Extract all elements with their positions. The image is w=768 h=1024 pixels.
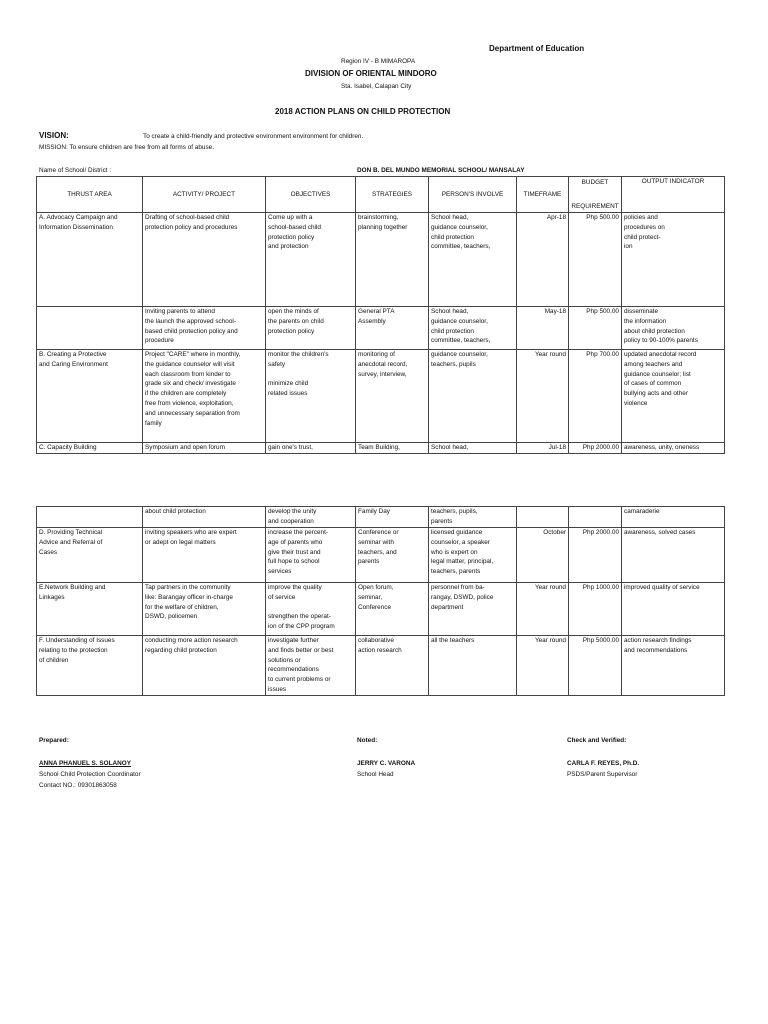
table-row	[37, 350, 725, 443]
cell-line: Advice and Referral of	[39, 538, 103, 546]
cell-line: strengthen the operat-	[268, 613, 331, 621]
cell-line: of cases of common	[624, 380, 682, 388]
cell-line: awareness, unity, oneness	[624, 444, 700, 451]
cell-line: and Caring Environment	[39, 360, 108, 368]
cell-line: Information Dissemination	[39, 223, 113, 231]
cell-line: free from violence, exploitation,	[145, 399, 234, 407]
cell-line: action research findings	[624, 637, 692, 644]
cell-line: ion of the CPP program	[268, 623, 335, 631]
cell-line: among teachers and	[624, 360, 683, 368]
cell-line: all the teachers	[431, 637, 475, 644]
cell-line: related issues	[268, 390, 308, 398]
cell-line: issues	[268, 685, 287, 693]
cell-line: procedures on	[624, 223, 665, 231]
cell-timeframe: Jul-18	[517, 443, 569, 454]
column-header-output: OUTPUT INDICATOR	[622, 177, 725, 213]
cell-line	[268, 370, 353, 380]
cell-line: Open forum,	[358, 584, 394, 591]
checked-name: CARLA F. REYES, Ph.D.	[567, 760, 640, 767]
cell-timeframe: Year round	[517, 350, 569, 443]
cell-line: improve the quality	[268, 584, 322, 591]
cell-objectives	[266, 443, 356, 454]
noted-title: School Head	[357, 771, 394, 778]
cell-line: protection policy	[268, 327, 315, 335]
table-row	[37, 528, 725, 583]
cell-line: teachers, parents	[431, 568, 481, 576]
cell-output	[622, 528, 725, 583]
cell-line: child protect-	[624, 233, 661, 241]
cell-line: services	[268, 568, 292, 576]
cell-line: guidance counselor,	[431, 223, 488, 231]
cell-line: grade six and check/ investigate	[145, 380, 236, 388]
cell-line: based child protection policy and	[145, 327, 238, 335]
cell-objectives	[266, 583, 356, 636]
cell-line: family	[145, 419, 162, 427]
cell-line: about child protection	[145, 508, 206, 515]
cell-line: relating to the protection	[39, 646, 108, 654]
cell-output	[622, 583, 725, 636]
cell-line: give their trust and	[268, 548, 321, 556]
cell-line: like: Barangay officer in-charge	[145, 593, 233, 601]
cell-line: Project "CARE" where in monthly,	[145, 351, 241, 358]
department-title: Department of Education	[489, 44, 585, 53]
cell-line: solutions or	[268, 656, 301, 664]
cell-output	[622, 636, 725, 696]
cell-line: action research	[358, 646, 402, 654]
cell-persons	[429, 507, 517, 528]
cell-line: policies and	[624, 214, 658, 221]
cell-line: recommendations	[268, 666, 319, 674]
budget-header-bottom: REQUIREMENT	[571, 203, 619, 210]
cell-timeframe: Year round	[517, 583, 569, 636]
division-title: DIVISION OF ORIENTAL MINDORO	[305, 69, 437, 78]
cell-output	[622, 213, 725, 307]
cell-line: school-based child	[268, 223, 321, 231]
column-header-objectives: OBJECTIVES	[266, 177, 356, 213]
cell-line: for the welfare of children,	[145, 603, 219, 611]
cell-line: to current problems or	[268, 676, 331, 684]
cell-line: of service	[268, 593, 296, 601]
cell-line: Symposium and open forum	[145, 444, 225, 451]
cell-line: E.Network Building and	[39, 584, 106, 591]
cell-persons	[429, 213, 517, 307]
cell-line: Inviting parents to attend	[145, 308, 215, 315]
cell-line: the information	[624, 317, 667, 325]
cell-line: and recommendations	[624, 646, 688, 654]
cell-strategies	[356, 636, 429, 696]
noted-name: JERRY C. VARONA	[357, 760, 416, 767]
column-header-timeframe: TIMEFRAME	[517, 177, 569, 213]
cell-line: seminar,	[358, 593, 383, 601]
cell-thrust	[37, 443, 143, 454]
cell-line: A. Advocacy Campaign and	[39, 214, 118, 221]
cell-line: parents	[431, 517, 453, 525]
cell-timeframe	[517, 507, 569, 528]
cell-strategies	[356, 583, 429, 636]
cell-line: Come up with a	[268, 214, 313, 221]
cell-line: planning together	[358, 223, 408, 231]
cell-line: child protection	[431, 233, 474, 241]
cell-line: rangay, DSWD, police	[431, 593, 494, 601]
cell-line: gain one's trust,	[268, 444, 313, 451]
cell-activity	[143, 307, 266, 350]
cell-output	[622, 350, 725, 443]
cell-line: open the minds of	[268, 308, 319, 315]
cell-timeframe: Apr-18	[517, 213, 569, 307]
cell-line: teachers, pupils,	[431, 508, 478, 515]
cell-line: guidance counselor; list	[624, 370, 691, 378]
budget-header-top: BUDGET	[581, 179, 609, 186]
cell-line: personnel from ba-	[431, 584, 485, 591]
cell-line: legal matter, principal,	[431, 558, 494, 566]
cell-line: DSWD, policemen	[145, 613, 198, 621]
cell-line: guidance counselor,	[431, 351, 488, 358]
cell-line: violence	[624, 399, 648, 407]
cell-objectives	[266, 507, 356, 528]
cell-thrust	[37, 583, 143, 636]
cell-line: School head,	[431, 444, 469, 451]
cell-budget	[569, 507, 622, 528]
cell-line: seminar with	[358, 538, 394, 546]
cell-line: the parents on child	[268, 317, 324, 325]
cell-line: Conference or	[358, 529, 399, 536]
cell-line: child protection	[431, 327, 474, 335]
cell-line: Drafting of school-based child	[145, 214, 230, 221]
cell-line: of children	[39, 656, 69, 664]
cell-budget: Php 1000.00	[569, 583, 622, 636]
cell-line: Conference	[358, 603, 392, 611]
cell-line: Assembly	[358, 317, 386, 325]
cell-budget: Php 5000.00	[569, 636, 622, 696]
cell-line: camaraderie	[624, 508, 660, 515]
cell-strategies	[356, 507, 429, 528]
table-row	[37, 307, 725, 350]
cell-objectives	[266, 636, 356, 696]
cell-line: committee, teachers,	[431, 243, 491, 251]
cell-line: minimize child	[268, 380, 309, 388]
cell-objectives	[266, 350, 356, 443]
checked-title: PSDS/Parent Supervisor	[567, 771, 638, 778]
cell-line: the guidance counselor will visit	[145, 360, 235, 368]
cell-line: committee, teachers,	[431, 337, 491, 345]
cell-line: and cooperation	[268, 517, 314, 525]
cell-persons	[429, 528, 517, 583]
cell-strategies	[356, 307, 429, 350]
cell-line: updated anecdotal record	[624, 351, 697, 358]
cell-line: policy to 90-100% parents	[624, 337, 698, 345]
cell-line: Family Day	[358, 508, 390, 515]
prepared-name: ANNA PHANUEL S. SOLANOY	[39, 760, 131, 767]
table-header-row	[37, 177, 725, 213]
cell-persons	[429, 350, 517, 443]
cell-timeframe: Year round	[517, 636, 569, 696]
region-text: Region IV - B MIMAROPA	[341, 58, 416, 65]
action-plan-table-page1	[36, 176, 725, 454]
cell-budget: Php 2000.00	[569, 528, 622, 583]
cell-line: brainstorming,	[358, 214, 399, 221]
cell-budget: Php 500.00	[569, 307, 622, 350]
cell-thrust	[37, 213, 143, 307]
cell-line: awareness, solved cases	[624, 529, 696, 536]
cell-strategies	[356, 213, 429, 307]
cell-line: develop the unity	[268, 508, 317, 515]
cell-activity	[143, 528, 266, 583]
cell-line: C. Capacity Building	[39, 444, 97, 451]
cell-activity	[143, 507, 266, 528]
cell-thrust	[37, 350, 143, 443]
column-header-strategies: STRATEGIES	[356, 177, 429, 213]
cell-line: or adept on legal matters	[145, 538, 216, 546]
cell-objectives	[266, 528, 356, 583]
prepared-label: Prepared:	[39, 737, 69, 744]
table-row	[37, 213, 725, 307]
cell-persons	[429, 583, 517, 636]
cell-line: increase the percent-	[268, 529, 329, 536]
table-row	[37, 636, 725, 696]
cell-persons	[429, 443, 517, 454]
column-header-thrust: THRUST AREA	[37, 177, 143, 213]
cell-thrust	[37, 528, 143, 583]
cell-line: bullying acts and other	[624, 390, 688, 398]
cell-objectives	[266, 213, 356, 307]
cell-strategies	[356, 443, 429, 454]
cell-persons	[429, 636, 517, 696]
cell-line: age of parents who	[268, 538, 323, 546]
cell-line: teachers, and	[358, 548, 397, 556]
mission-text: MISSION: To ensure children are free from all forms of abuse.	[39, 144, 214, 151]
cell-line: protection policy	[268, 233, 315, 241]
cell-line: the launch the approved school-	[145, 317, 236, 325]
cell-thrust	[37, 507, 143, 528]
table-row	[37, 583, 725, 636]
cell-line: collaborative	[358, 637, 394, 644]
cell-timeframe: May-18	[517, 307, 569, 350]
cell-line: ion	[624, 243, 633, 251]
cell-line: teachers, pupils	[431, 360, 476, 368]
cell-line: regarding child protection	[145, 646, 217, 654]
cell-activity	[143, 213, 266, 307]
cell-line: full hope to school	[268, 558, 320, 566]
cell-line: investigate further	[268, 637, 319, 644]
cell-strategies	[356, 350, 429, 443]
cell-line: Tap partners in the community	[145, 584, 231, 591]
cell-line: improved quality of service	[624, 584, 700, 591]
cell-line: and unnecessary separation from	[145, 409, 240, 417]
cell-strategies	[356, 528, 429, 583]
cell-line: monitor the children's	[268, 351, 329, 358]
cell-line: F. Understanding of Issues	[39, 637, 115, 644]
cell-output	[622, 507, 725, 528]
vision-text: To create a child-friendly and protective environment environment for children.	[143, 133, 364, 140]
cell-timeframe: October	[517, 528, 569, 583]
cell-objectives	[266, 307, 356, 350]
school-name: DON B. DEL MUNDO MEMORIAL SCHOOL/ MANSALAY	[357, 167, 525, 174]
cell-budget: Php 500.00	[569, 213, 622, 307]
cell-line: Linkages	[39, 593, 65, 601]
cell-activity	[143, 636, 266, 696]
checked-label: Check and Verified:	[567, 737, 627, 744]
cell-line: protection policy and procedures	[145, 223, 238, 231]
cell-line: department	[431, 603, 464, 611]
prepared-title: School Child Protection Coordinator	[39, 771, 141, 778]
cell-line: if the children are completely	[145, 390, 227, 398]
cell-persons	[429, 307, 517, 350]
cell-output	[622, 443, 725, 454]
cell-line: and protection	[268, 243, 309, 251]
cell-output	[622, 307, 725, 350]
column-header-activity: ACTIVITY/ PROJECT	[143, 177, 266, 213]
cell-line: School head,	[431, 214, 469, 221]
cell-line: parents	[358, 558, 380, 566]
cell-line: and finds better or best	[268, 646, 334, 654]
cell-line: guidance counselor,	[431, 317, 488, 325]
cell-line: School head,	[431, 308, 469, 315]
cell-line: licensed guidance	[431, 529, 483, 536]
cell-thrust	[37, 636, 143, 696]
cell-line: monitoring of	[358, 351, 395, 358]
plan-title: 2018 ACTION PLANS ON CHILD PROTECTION	[275, 107, 451, 116]
cell-line: procedure	[145, 337, 174, 345]
cell-activity	[143, 350, 266, 443]
vision-label: VISION:	[39, 131, 69, 140]
cell-line: Team Building,	[358, 444, 400, 451]
cell-line: conducting more action research	[145, 637, 238, 644]
cell-budget: Php 2000.00	[569, 443, 622, 454]
cell-line: D. Providing Technical	[39, 529, 103, 536]
cell-line: Cases	[39, 548, 58, 556]
school-label: Name of School/ District :	[39, 167, 112, 174]
cell-line: B. Creating a Protective	[39, 351, 107, 358]
cell-line	[268, 603, 353, 613]
cell-line: each classroom from kinder to	[145, 370, 231, 378]
prepared-contact: Contact NO.: 09301863058	[39, 782, 117, 789]
cell-thrust	[37, 307, 143, 350]
cell-activity	[143, 443, 266, 454]
cell-line: counselor, a speaker	[431, 538, 490, 546]
cell-line: about child protection	[624, 327, 685, 335]
cell-line: who is expert on	[431, 548, 478, 556]
cell-line: inviting speakers who are expert	[145, 529, 237, 536]
cell-line: disseminate	[624, 308, 659, 315]
column-header-budget	[569, 177, 622, 213]
table-row	[37, 507, 725, 528]
cell-line: survey, interview,	[358, 370, 407, 378]
cell-line: safety	[268, 360, 286, 368]
location-text: Sta. Isabel, Calapan City	[341, 83, 412, 90]
action-plan-table-page2	[36, 506, 725, 696]
cell-line: General PTA	[358, 308, 395, 315]
table-row	[37, 443, 725, 454]
cell-activity	[143, 583, 266, 636]
noted-label: Noted:	[357, 737, 378, 744]
cell-budget: Php 700.00	[569, 350, 622, 443]
cell-line: anecdotal record,	[358, 360, 408, 368]
column-header-persons: PERSON'S INVOLVE	[429, 177, 517, 213]
